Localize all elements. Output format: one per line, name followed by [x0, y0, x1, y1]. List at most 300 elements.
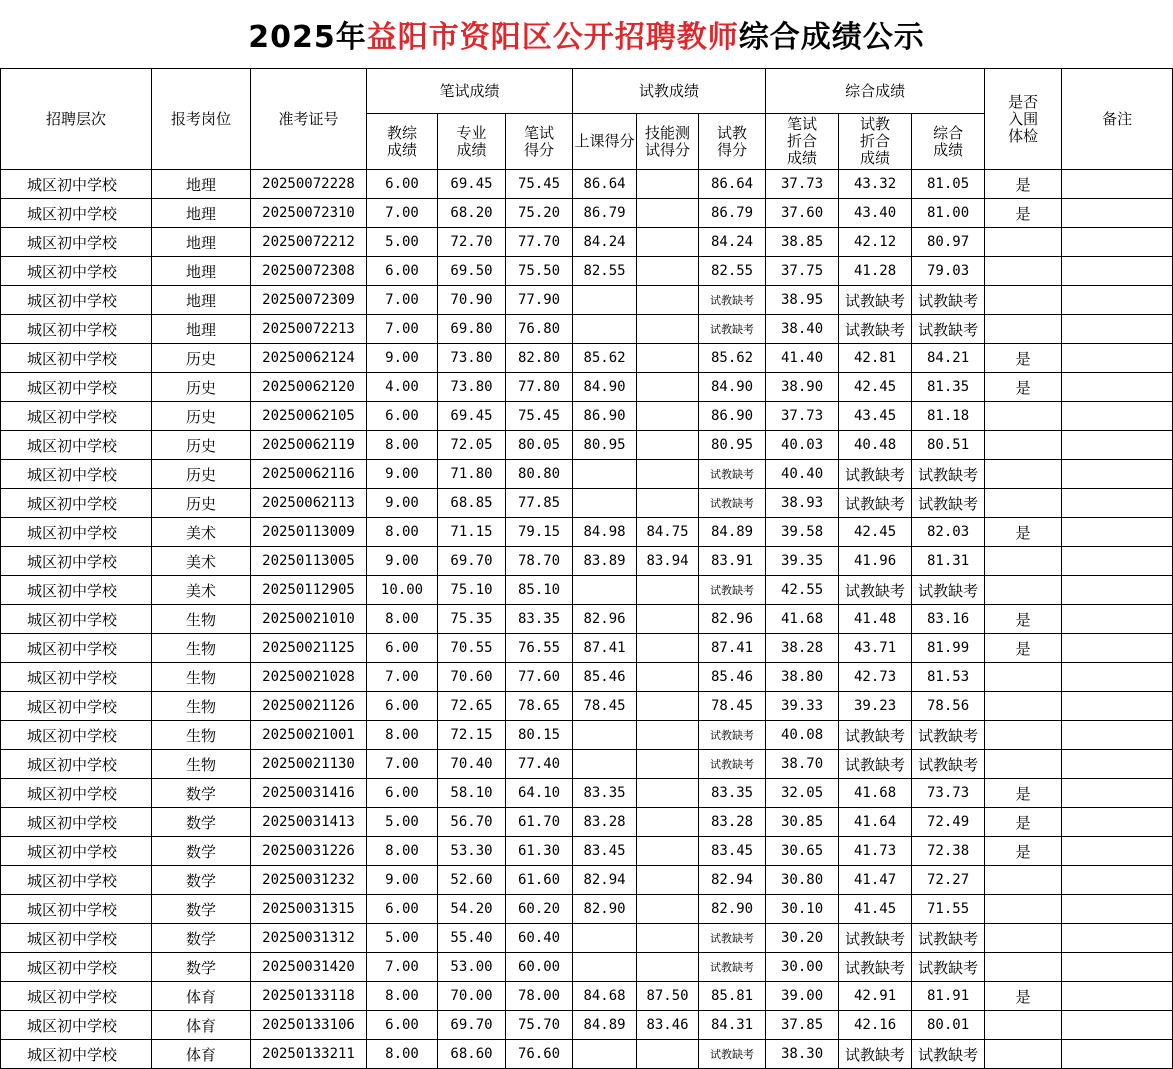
table-row [1, 460, 1173, 489]
cell-shortlist [985, 257, 1062, 286]
cell-edu: 5.00 [367, 808, 438, 837]
cell-written: 77.60 [506, 663, 573, 692]
cell-ticket: 20250021028 [251, 663, 367, 692]
cell-edu: 6.00 [367, 692, 438, 721]
cell-ticket: 20250072309 [251, 286, 367, 315]
cell-ticket: 20250031420 [251, 953, 367, 982]
cell-written: 78.65 [506, 692, 573, 721]
cell-prof: 53.30 [438, 837, 506, 866]
cell-ticket: 20250062113 [251, 489, 367, 518]
cell-shortlist [985, 460, 1062, 489]
cell-edu: 7.00 [367, 286, 438, 315]
cell-trial-conv: 试教缺考 [839, 286, 912, 315]
cell-total: 81.18 [912, 402, 985, 431]
cell-remark [1062, 344, 1173, 373]
cell-prof: 53.00 [438, 953, 506, 982]
cell-edu: 8.00 [367, 431, 438, 460]
cell-written-conv: 39.00 [766, 982, 839, 1011]
cell-position: 生物 [152, 634, 251, 663]
header-lesson-text: 上课得分 [574, 132, 635, 150]
cell-remark [1062, 373, 1173, 402]
cell-shortlist [985, 431, 1062, 460]
cell-skill [637, 837, 699, 866]
cell-level: 城区初中学校 [1, 460, 152, 489]
cell-level: 城区初中学校 [1, 721, 152, 750]
cell-remark [1062, 489, 1173, 518]
cell-ticket: 20250072228 [251, 170, 367, 199]
cell-trial-conv: 41.47 [839, 866, 912, 895]
cell-trial: 85.81 [699, 982, 766, 1011]
cell-written: 75.50 [506, 257, 573, 286]
cell-level: 城区初中学校 [1, 373, 152, 402]
cell-level: 城区初中学校 [1, 866, 152, 895]
cell-remark [1062, 779, 1173, 808]
table-row [1, 170, 1173, 199]
cell-shortlist [985, 402, 1062, 431]
table-row [1, 634, 1173, 663]
header-trial-conv [839, 114, 912, 170]
cell-written: 80.15 [506, 721, 573, 750]
cell-remark [1062, 924, 1173, 953]
cell-ticket: 20250062124 [251, 344, 367, 373]
cell-total: 72.49 [912, 808, 985, 837]
cell-written: 75.70 [506, 1011, 573, 1040]
cell-lesson [573, 953, 637, 982]
table-row [1, 286, 1173, 315]
cell-total: 80.01 [912, 1011, 985, 1040]
cell-written: 77.40 [506, 750, 573, 779]
cell-position: 地理 [152, 170, 251, 199]
cell-lesson [573, 924, 637, 953]
cell-skill [637, 257, 699, 286]
header-shortlist-text: 是否入围体检 [1008, 92, 1039, 145]
cell-total: 81.35 [912, 373, 985, 402]
cell-written: 60.20 [506, 895, 573, 924]
cell-ticket: 20250133106 [251, 1011, 367, 1040]
cell-remark [1062, 808, 1173, 837]
header-written-score [506, 114, 573, 170]
cell-trial: 83.91 [699, 547, 766, 576]
header-trial-score [699, 114, 766, 170]
title-highlight: 益阳市资阳区公开招聘教师 [366, 20, 739, 55]
cell-prof: 75.35 [438, 605, 506, 634]
cell-prof: 68.20 [438, 199, 506, 228]
cell-trial: 87.41 [699, 634, 766, 663]
cell-lesson: 82.96 [573, 605, 637, 634]
cell-position: 数学 [152, 895, 251, 924]
cell-position: 美术 [152, 576, 251, 605]
table-row [1, 1040, 1173, 1069]
cell-level: 城区初中学校 [1, 808, 152, 837]
cell-written-conv: 41.68 [766, 605, 839, 634]
cell-skill: 84.75 [637, 518, 699, 547]
header-skill-text: 技能测试得分 [645, 123, 691, 159]
cell-level: 城区初中学校 [1, 257, 152, 286]
cell-lesson: 83.45 [573, 837, 637, 866]
cell-written-conv: 37.85 [766, 1011, 839, 1040]
cell-remark [1062, 402, 1173, 431]
cell-ticket: 20250062116 [251, 460, 367, 489]
cell-trial: 试教缺考 [699, 460, 766, 489]
cell-remark [1062, 866, 1173, 895]
cell-total: 试教缺考 [912, 489, 985, 518]
cell-skill: 83.94 [637, 547, 699, 576]
cell-trial-conv: 42.12 [839, 228, 912, 257]
cell-trial-conv: 42.45 [839, 518, 912, 547]
cell-edu: 8.00 [367, 982, 438, 1011]
table-row [1, 228, 1173, 257]
cell-prof: 72.15 [438, 721, 506, 750]
header-written-conv-text: 笔试折合成绩 [787, 115, 818, 167]
cell-remark [1062, 837, 1173, 866]
cell-prof: 70.90 [438, 286, 506, 315]
cell-remark [1062, 257, 1173, 286]
cell-remark [1062, 286, 1173, 315]
cell-edu: 6.00 [367, 779, 438, 808]
cell-lesson [573, 750, 637, 779]
cell-remark [1062, 170, 1173, 199]
cell-level: 城区初中学校 [1, 924, 152, 953]
cell-written-conv: 37.73 [766, 170, 839, 199]
cell-remark [1062, 895, 1173, 924]
cell-trial-conv: 41.64 [839, 808, 912, 837]
cell-total: 试教缺考 [912, 576, 985, 605]
cell-level: 城区初中学校 [1, 1011, 152, 1040]
cell-level: 城区初中学校 [1, 547, 152, 576]
cell-shortlist [985, 895, 1062, 924]
cell-ticket: 20250113005 [251, 547, 367, 576]
table-row [1, 257, 1173, 286]
cell-written: 85.10 [506, 576, 573, 605]
cell-edu: 8.00 [367, 1040, 438, 1069]
cell-skill [637, 460, 699, 489]
cell-position: 历史 [152, 489, 251, 518]
cell-prof: 54.20 [438, 895, 506, 924]
cell-trial-conv: 39.23 [839, 692, 912, 721]
cell-position: 体育 [152, 1040, 251, 1069]
cell-written: 77.80 [506, 373, 573, 402]
cell-trial-conv: 43.32 [839, 170, 912, 199]
table-row [1, 547, 1173, 576]
cell-trial: 84.90 [699, 373, 766, 402]
cell-written-conv: 38.90 [766, 373, 839, 402]
cell-written-conv: 30.85 [766, 808, 839, 837]
cell-lesson: 86.79 [573, 199, 637, 228]
cell-lesson: 82.94 [573, 866, 637, 895]
cell-trial: 试教缺考 [699, 750, 766, 779]
cell-shortlist [985, 721, 1062, 750]
cell-written-conv: 39.35 [766, 547, 839, 576]
header-composite-text: 综合成绩 [933, 123, 964, 159]
cell-position: 数学 [152, 808, 251, 837]
cell-written: 75.20 [506, 199, 573, 228]
cell-trial-conv: 41.96 [839, 547, 912, 576]
cell-prof: 73.80 [438, 373, 506, 402]
cell-skill [637, 924, 699, 953]
table-row [1, 837, 1173, 866]
cell-position: 历史 [152, 344, 251, 373]
cell-written: 80.05 [506, 431, 573, 460]
cell-position: 地理 [152, 286, 251, 315]
cell-shortlist: 是 [985, 344, 1062, 373]
cell-ticket: 20250021125 [251, 634, 367, 663]
cell-total: 试教缺考 [912, 315, 985, 344]
cell-total: 试教缺考 [912, 286, 985, 315]
cell-trial-conv: 试教缺考 [839, 721, 912, 750]
table-row [1, 373, 1173, 402]
cell-skill [637, 953, 699, 982]
cell-written-conv: 30.80 [766, 866, 839, 895]
cell-edu: 6.00 [367, 1011, 438, 1040]
cell-shortlist: 是 [985, 170, 1062, 199]
cell-written: 78.00 [506, 982, 573, 1011]
cell-prof: 69.70 [438, 547, 506, 576]
cell-prof: 55.40 [438, 924, 506, 953]
cell-prof: 70.60 [438, 663, 506, 692]
table-row [1, 982, 1173, 1011]
table-row [1, 1011, 1173, 1040]
cell-skill [637, 750, 699, 779]
cell-prof: 71.80 [438, 460, 506, 489]
cell-level: 城区初中学校 [1, 344, 152, 373]
cell-trial: 82.55 [699, 257, 766, 286]
cell-trial: 82.90 [699, 895, 766, 924]
cell-written: 83.35 [506, 605, 573, 634]
cell-position: 生物 [152, 605, 251, 634]
cell-remark [1062, 750, 1173, 779]
cell-skill [637, 344, 699, 373]
header-trial-group: 试教成绩 [573, 69, 766, 114]
cell-edu: 10.00 [367, 576, 438, 605]
cell-trial: 83.28 [699, 808, 766, 837]
cell-shortlist: 是 [985, 808, 1062, 837]
cell-lesson: 82.55 [573, 257, 637, 286]
cell-written: 61.60 [506, 866, 573, 895]
cell-remark [1062, 199, 1173, 228]
cell-lesson: 85.62 [573, 344, 637, 373]
cell-written-conv: 40.08 [766, 721, 839, 750]
table-header [1, 69, 1173, 170]
table-row [1, 344, 1173, 373]
cell-level: 城区初中学校 [1, 750, 152, 779]
cell-level: 城区初中学校 [1, 837, 152, 866]
cell-shortlist: 是 [985, 837, 1062, 866]
cell-edu: 7.00 [367, 953, 438, 982]
cell-prof: 72.05 [438, 431, 506, 460]
cell-ticket: 20250133211 [251, 1040, 367, 1069]
cell-lesson [573, 576, 637, 605]
cell-written-conv: 38.95 [766, 286, 839, 315]
cell-shortlist [985, 286, 1062, 315]
header-prof-text: 专业成绩 [456, 123, 487, 159]
table-row [1, 663, 1173, 692]
cell-trial-conv: 42.91 [839, 982, 912, 1011]
cell-prof: 58.10 [438, 779, 506, 808]
table-row [1, 779, 1173, 808]
cell-level: 城区初中学校 [1, 663, 152, 692]
cell-skill [637, 895, 699, 924]
cell-level: 城区初中学校 [1, 315, 152, 344]
cell-trial: 80.95 [699, 431, 766, 460]
cell-level: 城区初中学校 [1, 402, 152, 431]
header-lesson [573, 114, 637, 170]
cell-ticket: 20250031315 [251, 895, 367, 924]
cell-shortlist: 是 [985, 982, 1062, 1011]
cell-position: 生物 [152, 692, 251, 721]
cell-edu: 7.00 [367, 315, 438, 344]
cell-written-conv: 38.93 [766, 489, 839, 518]
cell-trial-conv: 试教缺考 [839, 953, 912, 982]
cell-level: 城区初中学校 [1, 634, 152, 663]
cell-ticket: 20250072308 [251, 257, 367, 286]
cell-total: 81.05 [912, 170, 985, 199]
cell-ticket: 20250021126 [251, 692, 367, 721]
cell-prof: 75.10 [438, 576, 506, 605]
header-ticket: 准考证号 [251, 69, 367, 170]
cell-written-conv: 39.58 [766, 518, 839, 547]
cell-total: 80.97 [912, 228, 985, 257]
table-row [1, 518, 1173, 547]
cell-ticket: 20250062105 [251, 402, 367, 431]
cell-total: 81.99 [912, 634, 985, 663]
cell-total: 82.03 [912, 518, 985, 547]
cell-written: 60.00 [506, 953, 573, 982]
cell-level: 城区初中学校 [1, 895, 152, 924]
cell-position: 地理 [152, 228, 251, 257]
cell-ticket: 20250031232 [251, 866, 367, 895]
table-row [1, 924, 1173, 953]
table-row [1, 605, 1173, 634]
table-row [1, 489, 1173, 518]
title-prefix: 2025年 [248, 20, 367, 55]
cell-trial-conv: 试教缺考 [839, 1040, 912, 1069]
cell-position: 地理 [152, 315, 251, 344]
table-row [1, 721, 1173, 750]
cell-remark [1062, 953, 1173, 982]
cell-remark [1062, 431, 1173, 460]
cell-shortlist: 是 [985, 373, 1062, 402]
cell-ticket: 20250021010 [251, 605, 367, 634]
cell-prof: 72.70 [438, 228, 506, 257]
cell-written: 79.15 [506, 518, 573, 547]
cell-prof: 52.60 [438, 866, 506, 895]
header-composite-group: 综合成绩 [766, 69, 985, 114]
cell-ticket: 20250062119 [251, 431, 367, 460]
cell-written-conv: 37.73 [766, 402, 839, 431]
cell-position: 历史 [152, 431, 251, 460]
cell-trial: 试教缺考 [699, 576, 766, 605]
cell-lesson: 83.35 [573, 779, 637, 808]
cell-trial-conv: 41.45 [839, 895, 912, 924]
cell-written-conv: 30.20 [766, 924, 839, 953]
cell-prof: 68.60 [438, 1040, 506, 1069]
table-row [1, 431, 1173, 460]
cell-shortlist: 是 [985, 518, 1062, 547]
cell-lesson [573, 721, 637, 750]
cell-total: 71.55 [912, 895, 985, 924]
cell-prof: 73.80 [438, 344, 506, 373]
header-written-score-text: 笔试得分 [524, 123, 555, 159]
cell-written-conv: 32.05 [766, 779, 839, 808]
cell-written: 77.90 [506, 286, 573, 315]
cell-skill: 83.46 [637, 1011, 699, 1040]
header-composite [912, 114, 985, 170]
cell-lesson: 84.98 [573, 518, 637, 547]
cell-trial: 试教缺考 [699, 953, 766, 982]
cell-prof: 68.85 [438, 489, 506, 518]
cell-position: 体育 [152, 982, 251, 1011]
cell-total: 79.03 [912, 257, 985, 286]
cell-ticket: 20250062120 [251, 373, 367, 402]
cell-written-conv: 38.28 [766, 634, 839, 663]
table-row [1, 199, 1173, 228]
table-body [1, 170, 1173, 1069]
cell-skill [637, 286, 699, 315]
cell-edu: 6.00 [367, 895, 438, 924]
cell-position: 生物 [152, 750, 251, 779]
table-row [1, 895, 1173, 924]
score-table [0, 68, 1173, 1069]
cell-position: 生物 [152, 663, 251, 692]
cell-written: 77.70 [506, 228, 573, 257]
cell-trial: 试教缺考 [699, 489, 766, 518]
cell-remark [1062, 518, 1173, 547]
header-shortlist [985, 69, 1062, 170]
cell-total: 72.38 [912, 837, 985, 866]
cell-trial-conv: 试教缺考 [839, 750, 912, 779]
cell-lesson: 87.41 [573, 634, 637, 663]
cell-total: 80.51 [912, 431, 985, 460]
cell-written-conv: 41.40 [766, 344, 839, 373]
cell-written: 82.80 [506, 344, 573, 373]
cell-trial: 84.31 [699, 1011, 766, 1040]
cell-skill [637, 721, 699, 750]
table-row [1, 750, 1173, 779]
cell-total: 81.00 [912, 199, 985, 228]
header-level: 招聘层次 [1, 69, 152, 170]
table-row [1, 866, 1173, 895]
cell-written: 80.80 [506, 460, 573, 489]
cell-position: 生物 [152, 721, 251, 750]
cell-shortlist [985, 663, 1062, 692]
cell-trial: 86.90 [699, 402, 766, 431]
cell-skill [637, 692, 699, 721]
cell-trial-conv: 试教缺考 [839, 924, 912, 953]
cell-trial: 85.46 [699, 663, 766, 692]
cell-shortlist [985, 576, 1062, 605]
cell-ticket: 20250031312 [251, 924, 367, 953]
cell-trial: 试教缺考 [699, 1040, 766, 1069]
cell-total: 72.27 [912, 866, 985, 895]
cell-trial-conv: 试教缺考 [839, 315, 912, 344]
cell-position: 数学 [152, 924, 251, 953]
cell-level: 城区初中学校 [1, 518, 152, 547]
cell-level: 城区初中学校 [1, 1040, 152, 1069]
cell-prof: 69.70 [438, 1011, 506, 1040]
cell-trial-conv: 42.81 [839, 344, 912, 373]
cell-edu: 8.00 [367, 721, 438, 750]
cell-written: 76.80 [506, 315, 573, 344]
cell-lesson: 86.90 [573, 402, 637, 431]
cell-shortlist: 是 [985, 634, 1062, 663]
cell-trial-conv: 43.45 [839, 402, 912, 431]
cell-shortlist [985, 315, 1062, 344]
cell-skill [637, 402, 699, 431]
table-row [1, 402, 1173, 431]
cell-written: 77.85 [506, 489, 573, 518]
page-title [248, 12, 925, 56]
cell-total: 试教缺考 [912, 750, 985, 779]
